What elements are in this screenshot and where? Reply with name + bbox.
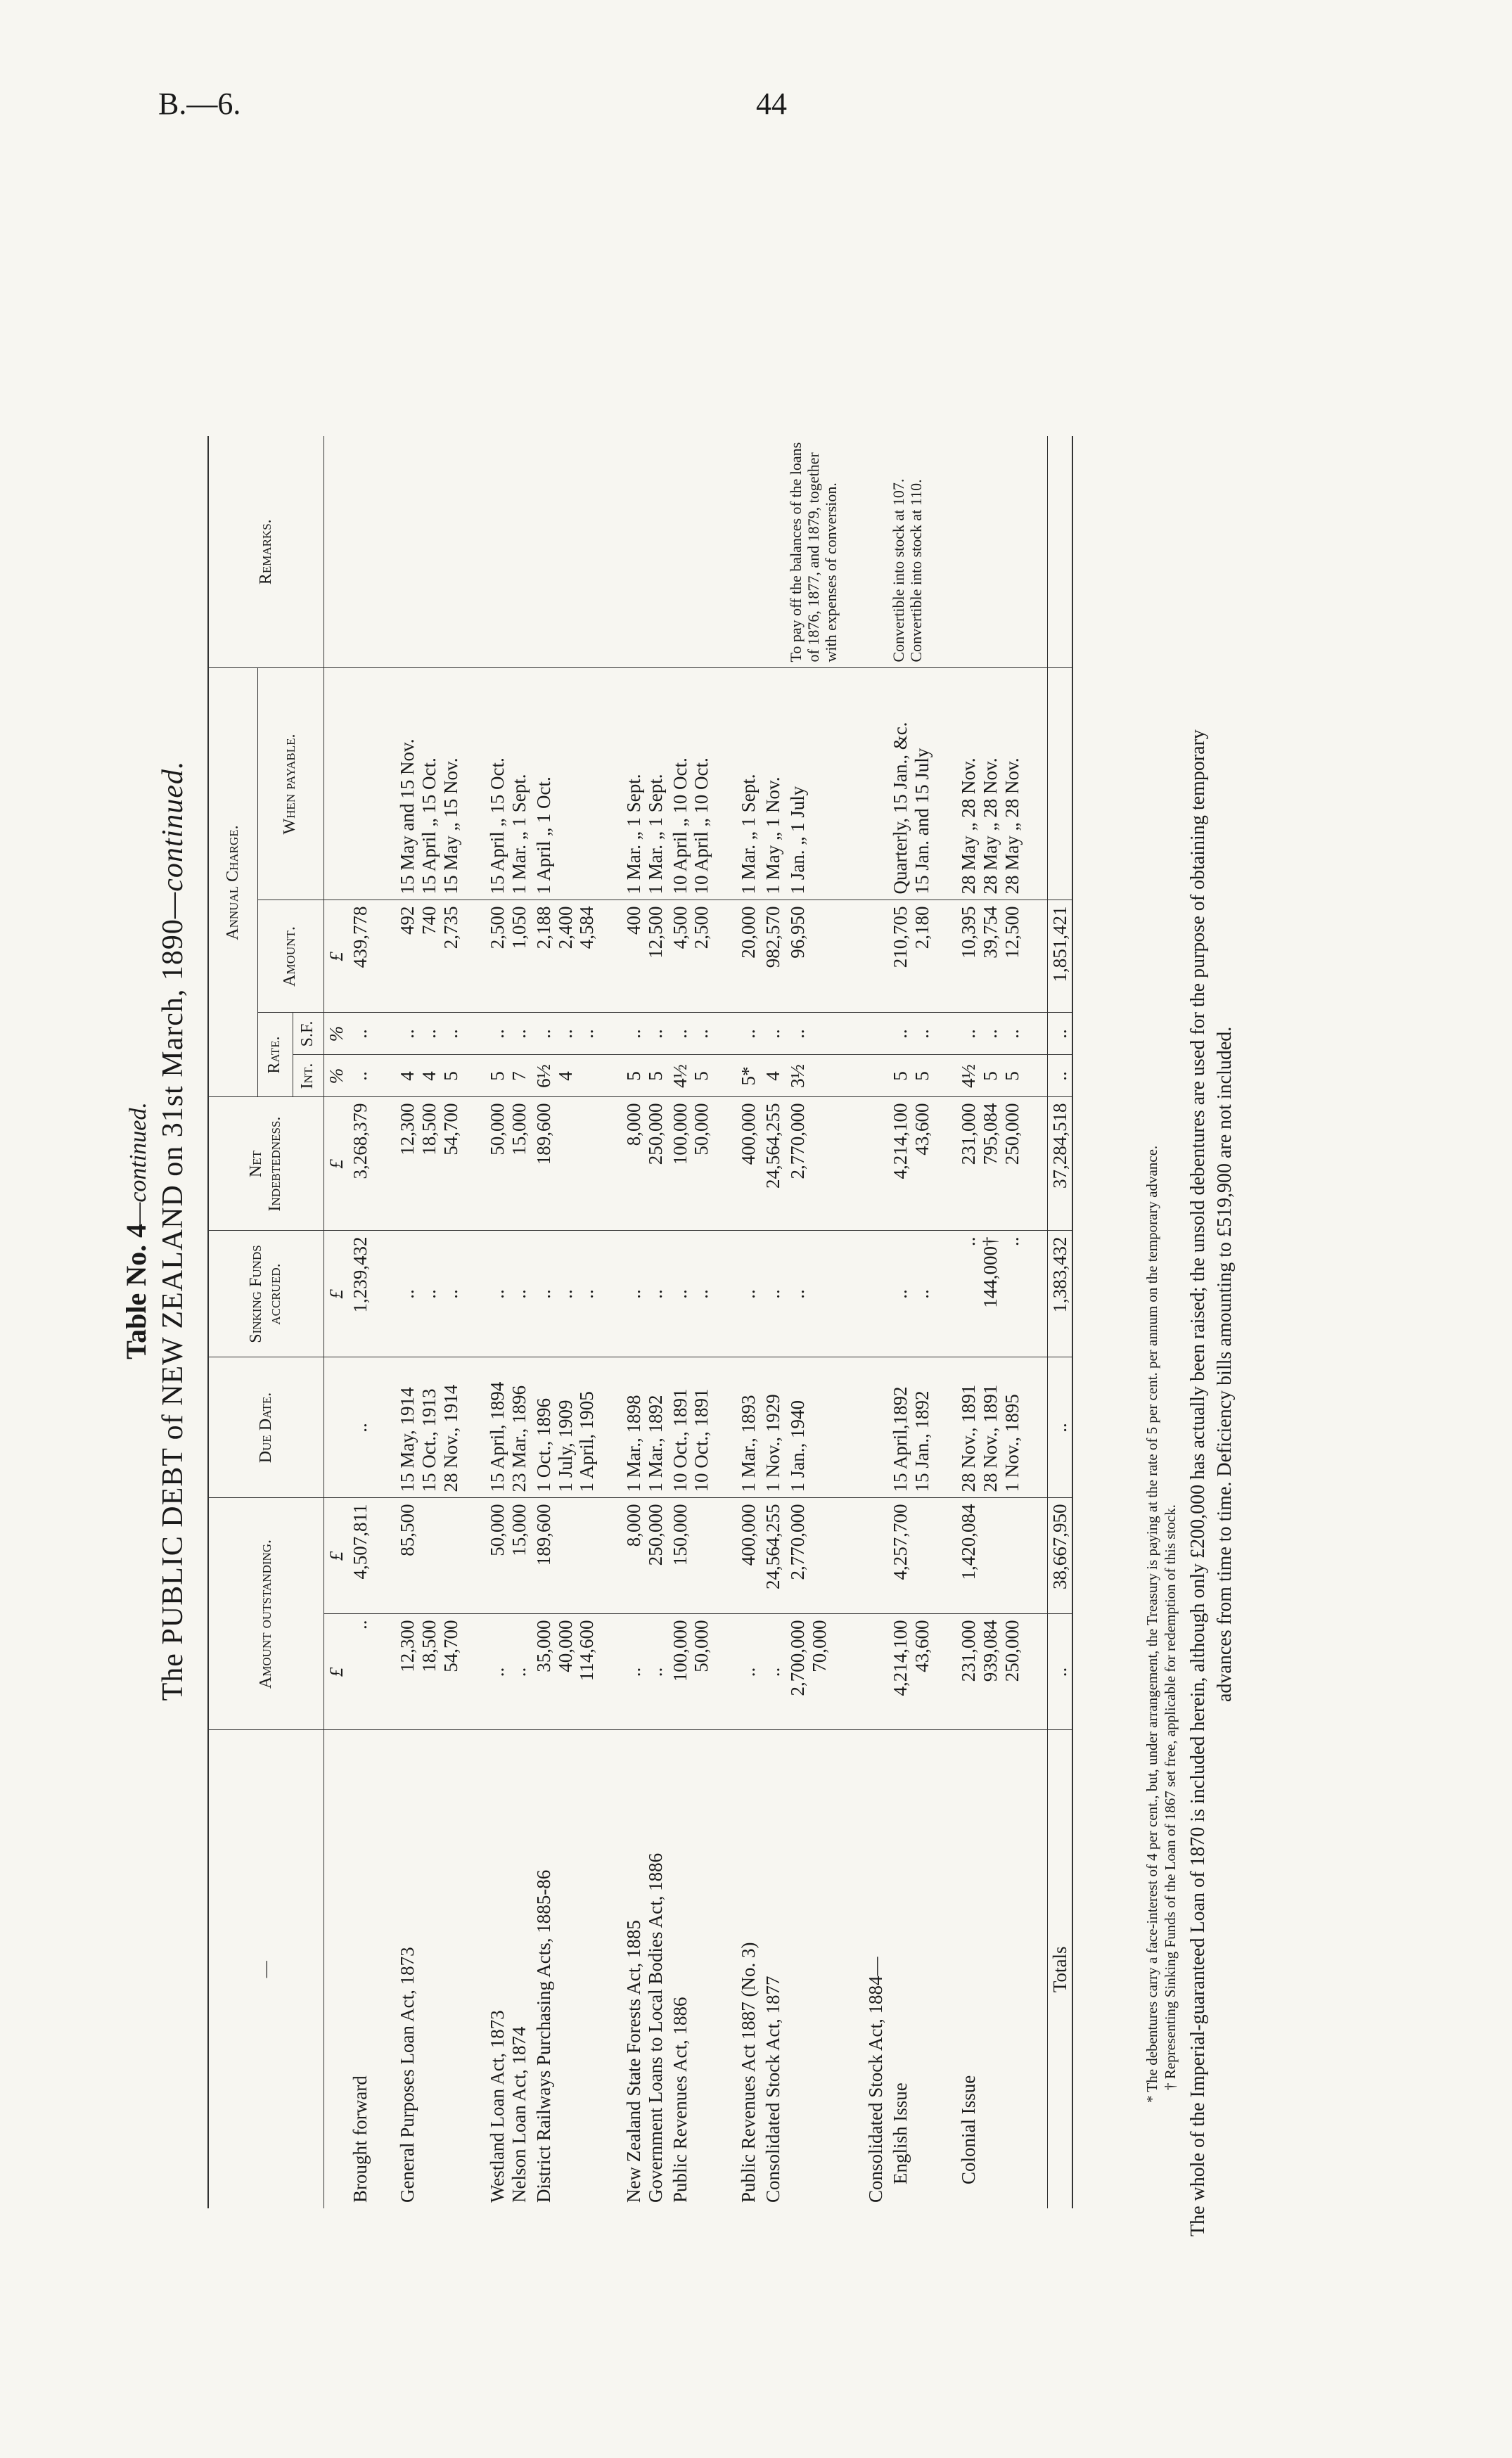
footnote-dagger: † Representing Sinking Funds of the Loan of 1867 set free, applicable for redemption of this stock. [1162, 1504, 1179, 2090]
totals-row: Totals .. 38,667,950 .. 1,383,432 37,284,518 .. .. 1,851,421 [1047, 436, 1072, 2208]
public-debt-table [207, 436, 1073, 2208]
table-row: 2,700,000 70,000 2,770,000 1 Jan., 1940 .. 2,770,000 3½ .. 96,950 1 Jan. „ 1 July To pay off the balances of the loans of 1876, 1877, and 1879, together with expenses of conversion. [786, 436, 841, 2208]
unit-pound: £ [323, 1231, 348, 1357]
col-header-rate-sf: S.F. [293, 1013, 323, 1055]
col-header-annual-charge: Annual Charge. [208, 668, 257, 1097]
table-row: District Railways Purchasing Acts, 1885-86 35,000 40,000 114,600 189,600 1 Oct., 1896 1 July, 1909 1 April, 1905 .. .. .. 189,600 6½ 4 .. .. .. 2,188 2,400 4,584 1 April „ 1 Oct. [532, 436, 599, 2208]
unit-pound: £ [323, 1498, 348, 1614]
table-row: Public Revenues Act, 1886 100,000 50,000 150,000 10 Oct., 1891 10 Oct., 1891 .. .. 100,000 50,000 4½ 5 .. .. 4,500 2,500 10 April „ 10 Oct. 10 April „ 10 Oct. [668, 436, 715, 2208]
table-row: Public Revenues Act 1887 (No. 3) .. 400,000 1 Mar., 1893 .. 400,000 5* .. 20,000 1 Mar. „ 1 Sept. [736, 436, 761, 2208]
col-header-due-date: Due Date. [208, 1357, 323, 1498]
page-number: 44 [756, 87, 787, 121]
col-header-amount-outstanding: Amount outstanding. [208, 1498, 323, 1730]
col-header-name: — [208, 1730, 323, 2208]
col-header-rate: Rate. [257, 1013, 293, 1097]
table-row: New Zealand State Forests Act, 1885 Government Loans to Local Bodies Act, 1886 .. .. 8,000 250,000 1 Mar., 1898 1 Mar., 1892 .. .. 8,000 250,000 5 5 .. .. 400 12,500 1 Mar. „ 1 Sept. 1 Mar. „ 1 Sept. [622, 436, 668, 2208]
rotated-table-area [120, 141, 1280, 2251]
table-row: Brought forward .. 4,507,811 .. 1,239,432 3,268,379 .. .. 439,778 [348, 436, 373, 2208]
table-row: Westland Loan Act, 1873 Nelson Loan Act, 1874 .. .. 50,000 15,000 15 April, 1894 23 Mar., 1896 .. .. 50,000 15,000 5 7 .. .. 2,500 1,050 15 April „ 15 Oct. 1 Mar. „ 1 Sept. [485, 436, 532, 2208]
table-row: Consolidated Stock Act, 1877 .. 24,564,255 1 Nov., 1929 .. 24,564,255 4 .. 982,570 1 May „ 1 Nov. [761, 436, 786, 2208]
table-row: General Purposes Loan Act, 1873 12,300 18,500 54,700 85,500 15 May, 1914 15 Oct., 1913 28 Nov., 1914 .. .. .. 12,300 18,500 54,700 4 4 5 .. .. .. 492 740 2,735 15 May and 15 Nov. 15 April „ 15 Oct. 15 May „ 15 Nov. [395, 436, 463, 2208]
footnotes [1143, 1146, 1180, 2103]
table-title: Table No. 4—continued. [120, 1102, 152, 1359]
col-header-amount: Amount. [257, 900, 323, 1013]
footnote-star: * The debentures carry a face-interest of 4 per cent., but, under arrangement, the Treasury is paying at the rate of 5 per cent. per annum on the temporary advance. [1143, 1145, 1160, 2103]
col-header-remarks: Remarks. [208, 436, 323, 668]
unit-percent: % [323, 1013, 348, 1055]
col-header-when-payable: When payable. [257, 668, 323, 900]
table-row: English Issue 4,214,100 43,600 4,257,700 15 April,1892 15 Jan., 1892 .. .. 4,214,100 43,600 5 5 .. .. 210,705 2,180 Quarterly, 15 Jan., &c. 15 Jan. and 15 July Convertible into stock at 107. Convertible into stock at 110. [888, 436, 935, 2208]
col-header-rate-int: Int. [293, 1055, 323, 1097]
col-header-net-indebtedness: Net Indebtedness. [208, 1097, 323, 1231]
unit-pound: £ [323, 1614, 348, 1730]
table-row: Colonial Issue 231,000 939,084 250,000 1,420,084 28 Nov., 1891 28 Nov., 1891 1 Nov., 1895 .. 144,000† .. 231,000 795,084 250,000 4½ 5 5 .. .. .. 10,395 39,754 12,500 28 May „ 28 Nov. 28 May „ 28 Nov. 28 May „ 28 Nov. [956, 436, 1024, 2208]
table-subtitle: The PUBLIC DEBT of NEW ZEALAND on 31st March, 1890—continued. [157, 760, 189, 1701]
final-note: The whole of the Imperial-guaranteed Loan of 1870 is included herein, although only £200,000 has actually been raised; the unsold debentures are used for the purpose of obtaining temporary advances from time to time. Deficiency bills amounting to £519,900 are not included. [1187, 729, 1236, 2236]
table-row: Consolidated Stock Act, 1884— [864, 436, 888, 2208]
unit-pound: £ [323, 900, 348, 1013]
col-header-sinking-funds: Sinking Funds accrued. [208, 1231, 323, 1357]
unit-pound: £ [323, 1097, 348, 1231]
units-row [323, 436, 348, 2208]
unit-percent: % [323, 1055, 348, 1097]
page-header-left: B.—6. [158, 87, 241, 121]
